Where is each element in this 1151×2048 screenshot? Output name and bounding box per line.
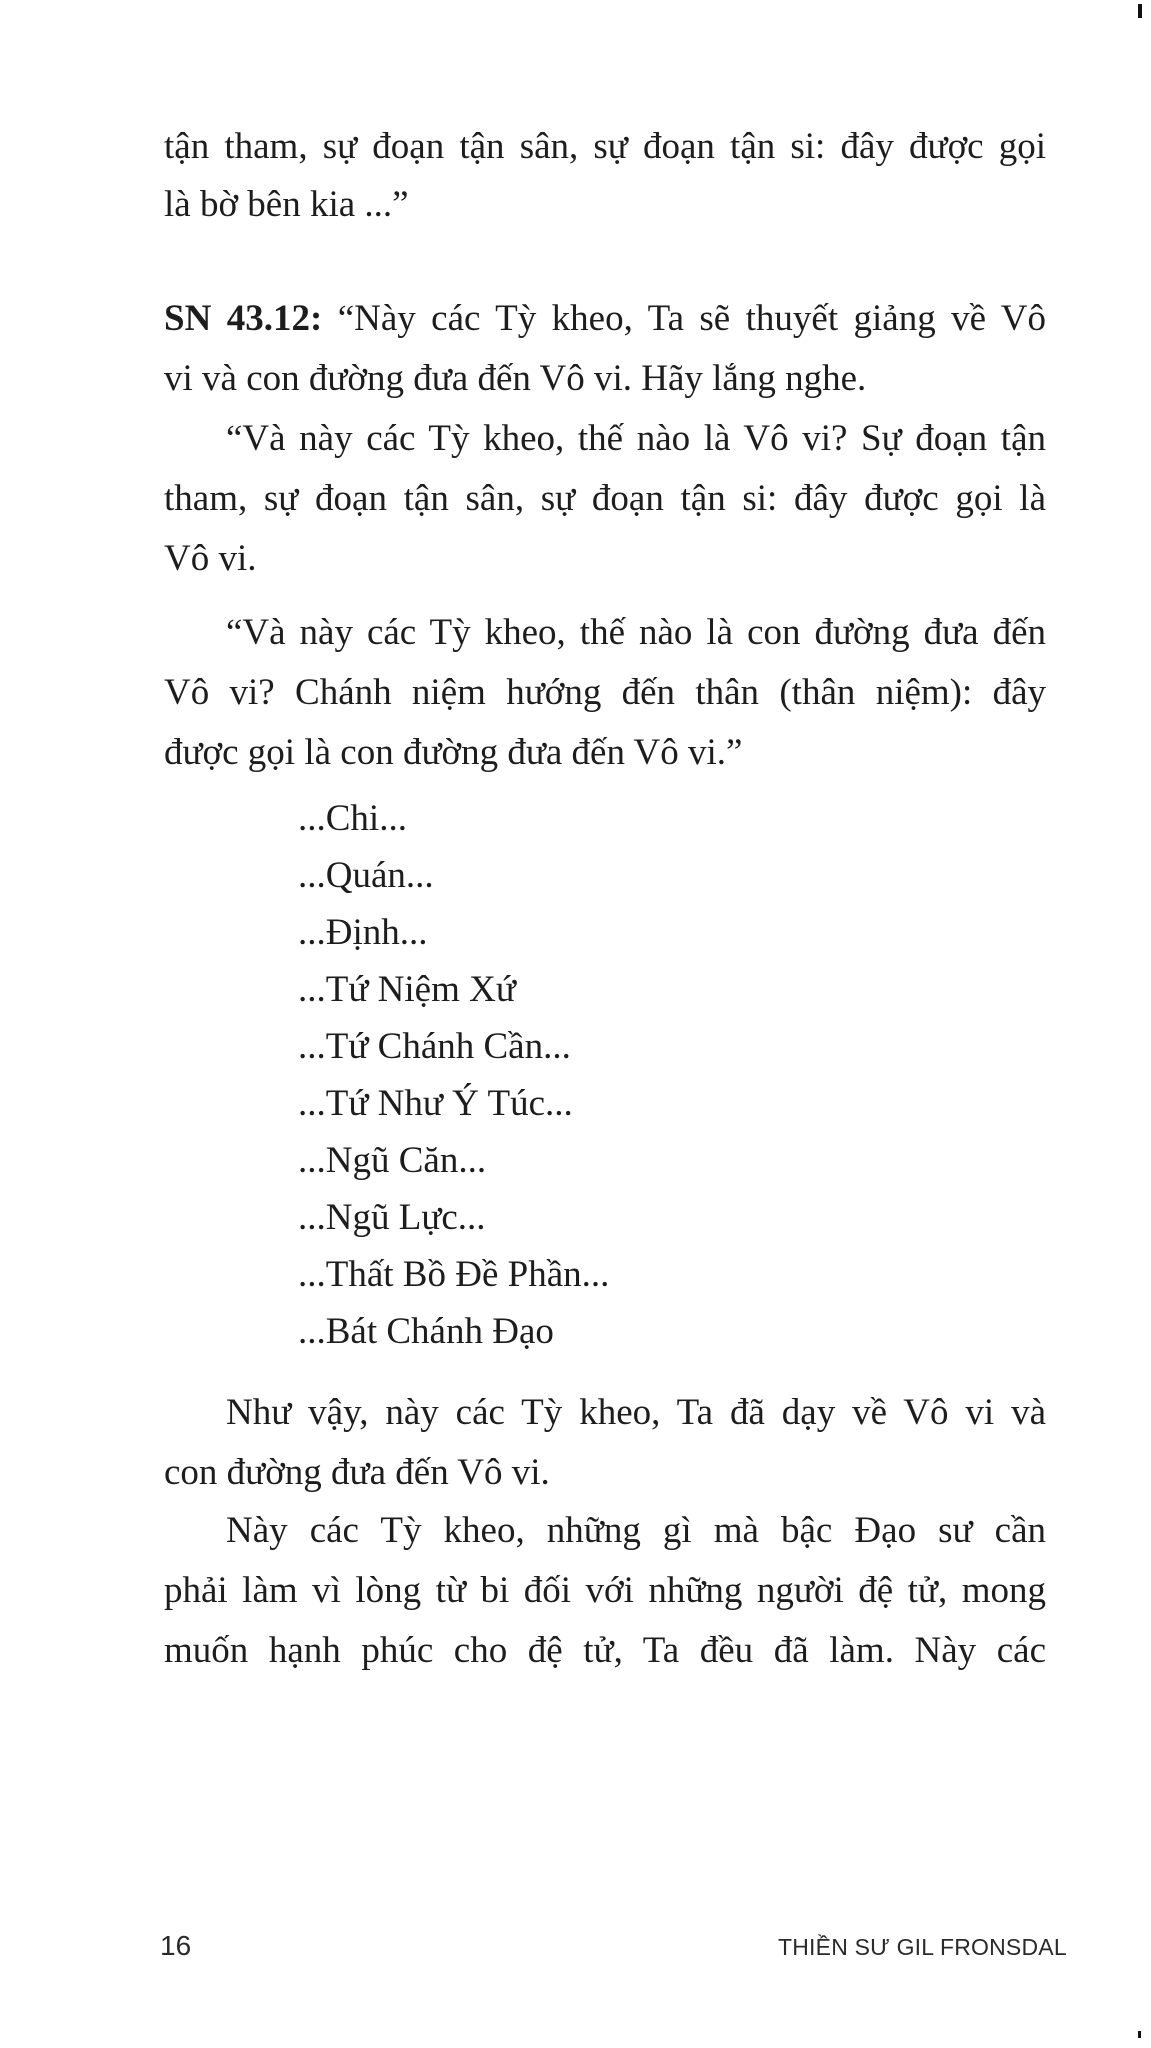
- text-line: Này các Tỳ kheo, những gì mà bậc Đạo sư cần: [226, 1510, 1046, 1551]
- text-line: phải làm vì lòng từ bi đối với những người đệ tử, mong: [164, 1570, 1046, 1611]
- text-line: vi và con đường đưa đến Vô vi. Hãy lắng nghe.: [164, 358, 867, 399]
- text-line: “Và này các Tỳ kheo, thế nào là Vô vi? Sự đoạn tận: [226, 418, 1046, 459]
- list-item: ...Định...: [298, 912, 428, 953]
- list-item: ...Chi...: [298, 798, 407, 839]
- book-author-footer: THIỀN SƯ GIL FRONSDAL: [778, 1934, 1067, 1960]
- list-item: ...Ngũ Căn...: [298, 1140, 487, 1181]
- text-line: Vô vi? Chánh niệm hướng đến thân (thân niệm): đây: [164, 672, 1046, 713]
- list-item: ...Tứ Chánh Cần...: [298, 1026, 571, 1067]
- text-line: tận tham, sự đoạn tận sân, sự đoạn tận si: đây được gọi: [164, 126, 1046, 167]
- text-line: con đường đưa đến Vô vi.: [164, 1452, 550, 1493]
- text-line-sutta: [164, 300, 1046, 337]
- scan-mark: [1138, 4, 1142, 18]
- sutta-reference: SN 43.12:: [164, 298, 323, 339]
- list-item: ...Tứ Niệm Xứ: [298, 969, 516, 1010]
- list-item: ...Ngũ Lực...: [298, 1197, 486, 1238]
- list-item: ...Tứ Như Ý Túc...: [298, 1083, 573, 1124]
- text-line: Vô vi.: [164, 538, 257, 579]
- list-item: ...Bát Chánh Đạo: [298, 1311, 554, 1352]
- sutta-opening-text: “Này các Tỳ kheo, Ta sẽ thuyết giảng về Vô: [337, 298, 1046, 339]
- text-line: tham, sự đoạn tận sân, sự đoạn tận si: đây được gọi là: [164, 478, 1046, 519]
- list-item: ...Quán...: [298, 855, 434, 896]
- text-line: muốn hạnh phúc cho đệ tử, Ta đều đã làm. Này các: [164, 1630, 1046, 1671]
- list-item: ...Thất Bồ Đề Phần...: [298, 1254, 610, 1295]
- text-line: Như vậy, này các Tỳ kheo, Ta đã dạy về Vô vi và: [226, 1392, 1046, 1433]
- text-line: được gọi là con đường đưa đến Vô vi.”: [164, 732, 743, 773]
- page-number: 16: [160, 1930, 192, 1961]
- text-line: là bờ bên kia ...”: [164, 184, 409, 225]
- scan-mark: [1138, 2031, 1141, 2038]
- text-line: “Và này các Tỳ kheo, thế nào là con đường đưa đến: [226, 612, 1046, 653]
